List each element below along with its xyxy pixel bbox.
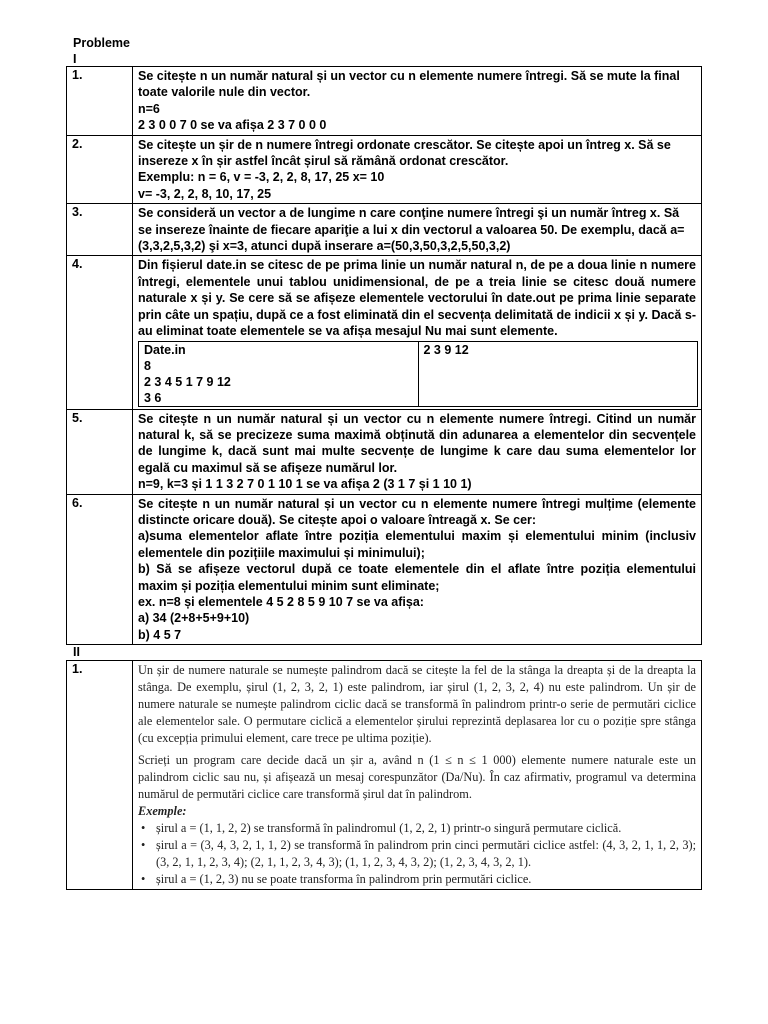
example-item: • șirul a = (1, 1, 2, 2) se transformă în palindromul (1, 2, 2, 1) printr-o singură permutare ciclică. (141, 821, 622, 835)
problem-number: 1. (67, 67, 133, 136)
example-answer-b: b) 4 5 7 (138, 627, 182, 642)
bullet-icon: • (141, 872, 146, 886)
example-output-line: 2 3 9 12 (423, 342, 469, 357)
examples-label: Exemple: (138, 804, 187, 818)
problem-statement: Se consideră un vector a de lungime n care conţine numere întregi şi un număr întreg x. Să se insereze înainte de fiecare apariţie a lui x din vectorul a valoarea 50. De exemplu, dacă a=(3,3,2,5,3,2) şi x=3, atunci după inserare a=(50,3,50,3,2,5,50,3,2) (138, 206, 685, 254)
problem-text (133, 204, 702, 256)
bullet-icon: • (141, 838, 146, 852)
problem-text (133, 256, 702, 409)
document-title: Probleme (73, 36, 130, 50)
example-line: v= -3, 2, 2, 8, 10, 17, 25 (138, 186, 272, 201)
problem-statement: Se citește n un număr natural și un vector cu n elemente numere întregi. Citind un număr natural k, să se precizeze suma maximă obținută din adunarea a elementelor din secvențele de lungime k, dacă sunt mai multe secvențe de lungime k care dau suma elementelor lor egală cu maximul să se afișeze numărul lor. (138, 411, 696, 475)
bullet-icon: • (141, 821, 146, 835)
problem-number: 5. (67, 409, 133, 494)
problem-text (133, 494, 702, 645)
example-item: • șirul a = (3, 4, 3, 2, 1, 1, 2) se transformă în palindrom prin cinci permutări ciclice astfel: (4, 3, 2, 1, 1, 2, 3); (3, 2, 1, 1, 2, 3, 4); (2, 1, 1, 2, 3, 4, 3); (1, 1, 2, 3, 4, 3, 2); (1, 2, 3, 4, 3, 2, 1). (141, 838, 696, 869)
problem-number: 6. (67, 494, 133, 645)
problem-statement: Se citește n un număr natural și un vector cu n elemente numere întregi. Să se mute la final toate valorile nule din vector. (138, 69, 680, 100)
example-line: Exemplu: n = 6, v = -3, 2, 2, 8, 17, 25 x= 10 (138, 170, 385, 185)
problem-row-6 (67, 494, 702, 645)
problem-row-2 (67, 135, 702, 204)
problem-text (133, 67, 702, 136)
problem-scanned-text (133, 661, 702, 890)
section-heading-ii: II (73, 645, 80, 659)
example-output-cell (418, 341, 698, 406)
problems-table-i (66, 66, 702, 645)
example-answer-a: a) 34 (2+8+5+9+10) (138, 611, 250, 626)
problem-row-5 (67, 409, 702, 494)
problem-number: 1. (67, 661, 133, 890)
section-heading-i: I (73, 52, 77, 66)
problem-number: 2. (67, 135, 133, 204)
problem-row-ii-1 (67, 661, 702, 890)
subtask-a: a)suma elementelor aflate între poziția elementului maxim și elementului minim (inclusiv elementele din pozițiile maximului și minimului); (138, 529, 696, 560)
example-line: n=6 (138, 101, 160, 116)
examples-list (138, 820, 696, 888)
problems-table-ii (66, 660, 702, 890)
problem-row-3 (67, 204, 702, 256)
example-item: • șirul a = (1, 2, 3) nu se poate transforma în palindrom prin permutări ciclice. (141, 872, 532, 886)
problem-statement: Din fișierul date.in se citesc de pe prima linie un număr natural n, de pe a doua linie n numere întregi, elementele unui tablou unidimensional, de pe a treia linie se citesc două numere naturale x și y. Se cere să se afișeze elementele vectorului în date.out pe prima linie separate prin câte un spațiu, după ce a fost eliminată din el secvența delimitată de indicii x și y. Dacă s-au eliminat toate elementele se va afișa mesajul Nu mai sunt elemente. (138, 258, 696, 339)
problem-statement: Se citește n un număr natural și un vector cu n elemente numere întregi mulțime (elemente distincte oricare două). Se citește apoi o valoare întreagă x. Se cer: (138, 496, 696, 527)
problem-statement: Se citește un șir de n numere întregi ordonate crescător. Se citește apoi un întreg x. Să se insereze x în șir astfel încât șirul să rămână ordonat crescător. (138, 137, 671, 169)
example-input-cell (139, 341, 419, 406)
problem-row-1 (67, 67, 702, 136)
problem-paragraph-1: Un șir de numere naturale se numește palindrom dacă se citește la fel de la stânga la dreapta și de la dreapta la stânga. De exemplu, șirul (1, 2, 3, 2, 1) este palindrom, iar șirul (1, 2, 3, 2, 4) nu este palindrom. Un șir de numere naturale se numește palindrom ciclic dacă se transformă în palindrom printr-o serie de permutări ciclice ale elementelor sale. O permutare ciclică a elementelor șirului reprezintă deplasarea lor cu o poziție spre stânga (cu excepția primului element, care trece pe ultima poziție). (138, 663, 696, 745)
example-line: ex. n=8 și elementele 4 5 2 8 5 9 10 7 se va afișa: (138, 594, 424, 609)
example-line: n=9, k=3 și 1 1 3 2 7 0 1 10 1 se va afișa 2 (3 1 7 și 1 10 1) (138, 477, 472, 492)
example-input-line: 8 (144, 358, 151, 373)
problem-number: 3. (67, 204, 133, 256)
example-line: 2 3 0 0 7 0 se va afișa 2 3 7 0 0 0 (138, 118, 327, 133)
example-input-line: 3 6 (144, 390, 162, 405)
problem-row-4 (67, 256, 702, 409)
problem-text (133, 135, 702, 204)
problem-text (133, 409, 702, 494)
example-input-line: 2 3 4 5 1 7 9 12 (144, 374, 231, 389)
problem-number: 4. (67, 256, 133, 409)
example-table (138, 341, 698, 407)
subtask-b: b) Să se afișeze vectorul după ce toate elementele din el aflate între poziția elementului maxim și poziția elementului minim sunt eliminate; (138, 562, 696, 593)
problem-paragraph-2: Scrieți un program care decide dacă un șir a, având n (1 ≤ n ≤ 1 000) elemente numere naturale este un palindrom ciclic sau nu, și afișează un mesaj corespunzător (Da/Nu). În caz afirmativ, programul va determina numărul de permutări ciclice care transformă șirul dat în palindrom. (138, 753, 696, 801)
example-input-line: Date.in (144, 342, 186, 357)
